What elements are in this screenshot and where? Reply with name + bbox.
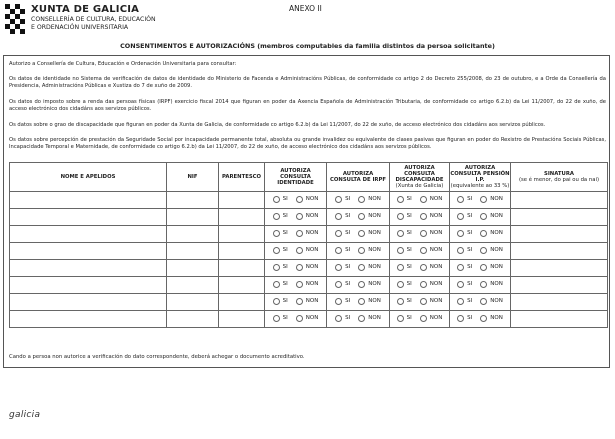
auth-identity-cell	[265, 260, 327, 277]
radio-icon[interactable]	[397, 247, 404, 254]
radio-icon[interactable]	[358, 315, 365, 322]
disability-no-label: NON	[429, 196, 443, 202]
signature-cell[interactable]	[511, 243, 608, 260]
auth-disability-cell	[390, 311, 450, 328]
galicia-brand-mark: galicia	[9, 410, 41, 420]
disability-no-label: NON	[429, 230, 443, 236]
radio-icon[interactable]	[457, 298, 464, 305]
table-row	[10, 260, 608, 277]
auth-identity-cell	[265, 226, 327, 243]
identity-no-option[interactable]	[296, 213, 319, 220]
irpf-no-option[interactable]	[358, 298, 381, 305]
irpf-no-option[interactable]	[358, 230, 381, 237]
col-nif-header: NIF	[167, 163, 219, 192]
identity-yes-label: SI	[282, 281, 288, 287]
radio-icon[interactable]	[420, 230, 427, 237]
auth-identity-cell	[265, 192, 327, 209]
radio-icon[interactable]	[335, 247, 342, 254]
identity-no-label: NON	[305, 315, 319, 321]
radio-icon[interactable]	[296, 281, 303, 288]
radio-icon[interactable]	[457, 264, 464, 271]
radio-icon[interactable]	[480, 247, 487, 254]
radio-icon[interactable]	[335, 281, 342, 288]
irpf-no-label: NON	[368, 281, 381, 287]
identity-no-option[interactable]	[296, 281, 319, 288]
radio-icon[interactable]	[397, 196, 404, 203]
pension-yes-label: SI	[467, 264, 473, 270]
irpf-yes-label: SI	[345, 264, 351, 270]
irpf-yes-label: SI	[345, 230, 351, 236]
pension-paragraph: Os datos sobre percepción de prestación da Seguridade Social por incapacidade permanente total, absoluta ou grande invalidez ou equivalente de clases pasivas que figuran en poder do Rexistro de Prestacións Sociais Públicas, Incapacidade Temporal e Maternidade, de conformidade co artigo 6.2.b) da Lei 11/2007, do 22 de xuño, de acceso electrónico dos cidadáns aos servizos públicos.	[9, 137, 606, 150]
table-row	[10, 311, 608, 328]
pension-no-option[interactable]	[480, 315, 503, 322]
radio-icon[interactable]	[335, 196, 342, 203]
auth-disability-cell	[390, 226, 450, 243]
radio-icon[interactable]	[420, 298, 427, 305]
signature-cell[interactable]	[511, 311, 608, 328]
radio-icon[interactable]	[457, 281, 464, 288]
identity-no-label: NON	[305, 264, 319, 270]
col-signature-sub: (se é menor, do pai ou da nai)	[518, 177, 600, 183]
radio-icon[interactable]	[420, 264, 427, 271]
radio-icon[interactable]	[296, 230, 303, 237]
auth-pension-cell	[450, 260, 511, 277]
annex-label: ANEXO II	[289, 4, 322, 13]
auth-irpf-cell	[327, 294, 390, 311]
relation-cell[interactable]	[219, 192, 265, 209]
radio-icon[interactable]	[273, 315, 280, 322]
disability-yes-option[interactable]	[397, 264, 412, 271]
disability-no-option[interactable]	[420, 281, 443, 288]
pension-yes-option[interactable]	[457, 315, 472, 322]
auth-pension-cell	[450, 209, 511, 226]
radio-icon[interactable]	[420, 196, 427, 203]
pension-yes-label: SI	[467, 230, 473, 236]
pension-yes-label: SI	[467, 196, 473, 202]
identity-yes-label: SI	[282, 298, 288, 304]
disability-yes-label: SI	[406, 315, 412, 321]
table-row	[10, 277, 608, 294]
radio-icon[interactable]	[397, 213, 404, 220]
name-cell[interactable]	[10, 192, 167, 209]
signature-cell[interactable]	[511, 209, 608, 226]
relation-cell[interactable]	[219, 260, 265, 277]
name-cell[interactable]	[10, 277, 167, 294]
radio-icon[interactable]	[273, 264, 280, 271]
table-row	[10, 209, 608, 226]
col-auth-disability-sub: (Xunta de Galicia)	[395, 183, 444, 190]
radio-icon[interactable]	[480, 196, 487, 203]
name-cell[interactable]	[10, 260, 167, 277]
radio-icon[interactable]	[273, 213, 280, 220]
radio-icon[interactable]	[358, 196, 365, 203]
disability-yes-option[interactable]	[397, 298, 412, 305]
irpf-yes-option[interactable]	[335, 315, 350, 322]
brand-block	[31, 4, 156, 31]
irpf-no-label: NON	[368, 315, 381, 321]
auth-irpf-cell	[327, 243, 390, 260]
identity-no-option[interactable]	[296, 247, 319, 254]
disability-yes-label: SI	[406, 213, 412, 219]
col-auth-irpf-header: AUTORIZA CONSULTA DE IRPF	[327, 163, 390, 192]
nif-cell[interactable]	[167, 226, 219, 243]
disability-yes-label: SI	[406, 230, 412, 236]
pension-yes-option[interactable]	[457, 264, 472, 271]
auth-pension-cell	[450, 294, 511, 311]
pension-no-option[interactable]	[480, 281, 503, 288]
pension-yes-option[interactable]	[457, 281, 472, 288]
irpf-no-option[interactable]	[358, 264, 381, 271]
col-auth-disability-header	[390, 163, 450, 192]
auth-irpf-cell	[327, 192, 390, 209]
radio-icon[interactable]	[480, 264, 487, 271]
nif-cell[interactable]	[167, 243, 219, 260]
disability-no-label: NON	[429, 298, 443, 304]
pension-yes-option[interactable]	[457, 230, 472, 237]
auth-irpf-cell	[327, 209, 390, 226]
irpf-yes-option[interactable]	[335, 196, 350, 203]
radio-icon[interactable]	[296, 264, 303, 271]
radio-icon[interactable]	[335, 315, 342, 322]
pension-no-option[interactable]	[480, 247, 503, 254]
pension-no-label: NON	[490, 196, 503, 202]
radio-icon[interactable]	[296, 196, 303, 203]
auth-pension-cell	[450, 277, 511, 294]
irpf-no-label: NON	[368, 247, 381, 253]
disability-yes-option[interactable]	[397, 315, 412, 322]
radio-icon[interactable]	[296, 213, 303, 220]
disability-yes-label: SI	[406, 247, 412, 253]
auth-identity-cell	[265, 243, 327, 260]
table-row	[10, 243, 608, 260]
pension-no-option[interactable]	[480, 230, 503, 237]
radio-icon[interactable]	[420, 213, 427, 220]
signature-cell[interactable]	[511, 226, 608, 243]
relation-cell[interactable]	[219, 209, 265, 226]
table-row	[10, 294, 608, 311]
auth-identity-cell	[265, 311, 327, 328]
irpf-yes-option[interactable]	[335, 264, 350, 271]
table-row	[10, 226, 608, 243]
identity-yes-label: SI	[282, 230, 288, 236]
radio-icon[interactable]	[358, 230, 365, 237]
pension-no-label: NON	[490, 213, 503, 219]
radio-icon[interactable]	[420, 281, 427, 288]
relation-cell[interactable]	[219, 226, 265, 243]
col-auth-pension-title: AUTORIZA CONSULTA PENSIÓN I.P.	[450, 164, 510, 183]
irpf-yes-option[interactable]	[335, 247, 350, 254]
name-cell[interactable]	[10, 226, 167, 243]
col-signature-header	[511, 163, 608, 192]
auth-pension-cell	[450, 311, 511, 328]
radio-icon[interactable]	[457, 213, 464, 220]
pension-no-option[interactable]	[480, 196, 503, 203]
auth-disability-cell	[390, 277, 450, 294]
identity-yes-option[interactable]	[273, 264, 288, 271]
identity-yes-label: SI	[282, 213, 288, 219]
disability-no-label: NON	[429, 213, 443, 219]
radio-icon[interactable]	[397, 264, 404, 271]
col-name-header: NOME E APELIDOS	[10, 163, 167, 192]
auth-disability-cell	[390, 243, 450, 260]
pension-no-label: NON	[490, 315, 503, 321]
disability-no-option[interactable]	[420, 264, 443, 271]
pension-yes-label: SI	[467, 213, 473, 219]
signature-cell[interactable]	[511, 277, 608, 294]
pension-no-label: NON	[490, 264, 503, 270]
irpf-no-label: NON	[368, 196, 381, 202]
disability-no-option[interactable]	[420, 196, 443, 203]
signature-cell[interactable]	[511, 294, 608, 311]
identity-no-option[interactable]	[296, 298, 319, 305]
irpf-yes-label: SI	[345, 281, 351, 287]
radio-icon[interactable]	[397, 298, 404, 305]
name-cell[interactable]	[10, 311, 167, 328]
irpf-yes-option[interactable]	[335, 281, 350, 288]
radio-icon[interactable]	[420, 247, 427, 254]
disability-no-label: NON	[429, 264, 443, 270]
auth-irpf-cell	[327, 277, 390, 294]
radio-icon[interactable]	[273, 247, 280, 254]
auth-pension-cell	[450, 226, 511, 243]
consent-table	[9, 162, 608, 328]
pension-yes-label: SI	[467, 298, 473, 304]
nif-cell[interactable]	[167, 209, 219, 226]
identity-no-label: NON	[305, 298, 319, 304]
irpf-yes-label: SI	[345, 315, 351, 321]
radio-icon[interactable]	[358, 264, 365, 271]
auth-irpf-cell	[327, 260, 390, 277]
identity-yes-option[interactable]	[273, 298, 288, 305]
pension-yes-option[interactable]	[457, 298, 472, 305]
disability-yes-option[interactable]	[397, 247, 412, 254]
disability-yes-option[interactable]	[397, 230, 412, 237]
disability-no-option[interactable]	[420, 315, 443, 322]
radio-icon[interactable]	[457, 230, 464, 237]
auth-identity-cell	[265, 277, 327, 294]
auth-disability-cell	[390, 192, 450, 209]
nif-cell[interactable]	[167, 192, 219, 209]
pension-yes-label: SI	[467, 315, 473, 321]
pension-yes-label: SI	[467, 247, 473, 253]
irpf-yes-label: SI	[345, 247, 351, 253]
footer-note: Cando a persoa non autorice a verificación do dato correspondente, deberá achegar o documento acreditativo.	[9, 354, 305, 360]
irpf-yes-option[interactable]	[335, 213, 350, 220]
col-auth-pension-header	[450, 163, 511, 192]
pension-yes-option[interactable]	[457, 196, 472, 203]
radio-icon[interactable]	[480, 315, 487, 322]
irpf-no-label: NON	[368, 230, 381, 236]
radio-icon[interactable]	[457, 196, 464, 203]
radio-icon[interactable]	[397, 230, 404, 237]
radio-icon[interactable]	[480, 230, 487, 237]
auth-irpf-cell	[327, 311, 390, 328]
name-cell[interactable]	[10, 209, 167, 226]
radio-icon[interactable]	[397, 315, 404, 322]
nif-cell[interactable]	[167, 311, 219, 328]
auth-disability-cell	[390, 294, 450, 311]
auth-identity-cell	[265, 294, 327, 311]
radio-icon[interactable]	[335, 213, 342, 220]
disability-yes-label: SI	[406, 298, 412, 304]
identity-no-label: NON	[305, 281, 319, 287]
identity-yes-option[interactable]	[273, 281, 288, 288]
identity-yes-label: SI	[282, 264, 288, 270]
irpf-no-label: NON	[368, 213, 381, 219]
disability-yes-label: SI	[406, 264, 412, 270]
xunta-logo-icon	[5, 4, 26, 35]
auth-pension-cell	[450, 243, 511, 260]
radio-icon[interactable]	[335, 230, 342, 237]
pension-no-label: NON	[490, 247, 503, 253]
signature-cell[interactable]	[511, 192, 608, 209]
identity-yes-label: SI	[282, 247, 288, 253]
identity-no-label: NON	[305, 230, 319, 236]
identity-no-label: NON	[305, 247, 319, 253]
col-auth-identity-header: AUTORIZA CONSULTA IDENTIDADE	[265, 163, 327, 192]
radio-icon[interactable]	[273, 298, 280, 305]
irpf-no-option[interactable]	[358, 196, 381, 203]
identity-no-option[interactable]	[296, 196, 319, 203]
brand-name: XUNTA DE GALICIA	[31, 4, 140, 15]
radio-icon[interactable]	[358, 247, 365, 254]
page-title: CONSENTIMENTOS E AUTORIZACIÓNS (membros computables da familia distintos da persoa solicitante)	[120, 42, 495, 50]
pension-no-label: NON	[490, 281, 503, 287]
radio-icon[interactable]	[273, 196, 280, 203]
identity-yes-option[interactable]	[273, 196, 288, 203]
irpf-yes-label: SI	[345, 298, 351, 304]
nif-cell[interactable]	[167, 260, 219, 277]
radio-icon[interactable]	[296, 315, 303, 322]
radio-icon[interactable]	[457, 247, 464, 254]
identity-no-label: NON	[305, 213, 319, 219]
auth-disability-cell	[390, 260, 450, 277]
irpf-no-label: NON	[368, 298, 381, 304]
relation-cell[interactable]	[219, 294, 265, 311]
irpf-no-option[interactable]	[358, 247, 381, 254]
relation-cell[interactable]	[219, 243, 265, 260]
radio-icon[interactable]	[296, 298, 303, 305]
irpf-yes-option[interactable]	[335, 230, 350, 237]
disability-yes-option[interactable]	[397, 281, 412, 288]
identity-no-label: NON	[305, 196, 319, 202]
identity-no-option[interactable]	[296, 315, 319, 322]
department-line-1: CONSELLERÍA DE CULTURA, EDUCACIÓN	[31, 16, 156, 23]
disability-no-option[interactable]	[420, 230, 443, 237]
relation-cell[interactable]	[219, 277, 265, 294]
identity-yes-label: SI	[282, 196, 288, 202]
identity-yes-label: SI	[282, 315, 288, 321]
radio-icon[interactable]	[296, 247, 303, 254]
disability-yes-label: SI	[406, 196, 412, 202]
identity-no-option[interactable]	[296, 230, 319, 237]
col-signature-title: SINATURA	[544, 170, 574, 177]
disability-yes-label: SI	[406, 281, 412, 287]
page-header	[0, 0, 615, 40]
col-auth-pension-sub: (equivalente ao 33 %)	[450, 183, 510, 190]
nif-cell[interactable]	[167, 294, 219, 311]
radio-icon[interactable]	[480, 281, 487, 288]
irpf-yes-option[interactable]	[335, 298, 350, 305]
radio-icon[interactable]	[358, 213, 365, 220]
radio-icon[interactable]	[420, 315, 427, 322]
pension-yes-option[interactable]	[457, 247, 472, 254]
irpf-paragraph: Os datos do imposto sobre a renda das persoas físicas (IRPF) exercicio fiscal 2014 que figuran en poder da Axencia Española de Administración Tributaria, de conformidade co artigo 6.2.b) da Lei 11/2007, do 22 de xuño, de acceso electrónico dos cidadáns aos servizos públicos.	[9, 99, 606, 112]
irpf-yes-label: SI	[345, 196, 351, 202]
pension-no-label: NON	[490, 298, 503, 304]
nif-cell[interactable]	[167, 277, 219, 294]
disability-no-label: NON	[429, 247, 443, 253]
name-cell[interactable]	[10, 243, 167, 260]
table-header-row	[10, 163, 608, 192]
radio-icon[interactable]	[358, 281, 365, 288]
radio-icon[interactable]	[480, 298, 487, 305]
auth-identity-cell	[265, 209, 327, 226]
identity-yes-option[interactable]	[273, 230, 288, 237]
radio-icon[interactable]	[397, 281, 404, 288]
irpf-no-option[interactable]	[358, 281, 381, 288]
disability-no-option[interactable]	[420, 298, 443, 305]
irpf-no-option[interactable]	[358, 315, 381, 322]
identity-paragraph: Os datos de identidade no Sistema de verificación de datos de identidade do Ministerio de Facenda e Administracións Públicas, de conformidade co artigo 2 do Decreto 255/2008, do 23 de outubro, e a Orde da Consellería da Presidencia, Administracións Públicas e Xustiza do 7 de xuño de 2009.	[9, 76, 606, 89]
identity-yes-option[interactable]	[273, 315, 288, 322]
pension-yes-option[interactable]	[457, 213, 472, 220]
radio-icon[interactable]	[358, 298, 365, 305]
intro-paragraph: Autorizo a Consellería de Cultura, Educación e Ordenación Universitaria para consultar:	[9, 61, 237, 67]
disability-paragraph: Os datos sobre o grao de discapacidade que figuran en poder da Xunta de Galicia, de conformidade co artigo 6.2.b) da Lei 11/2007, do 22 de xuño, de acceso electrónico dos cidadáns aos servizos públicos.	[9, 122, 546, 128]
relation-cell[interactable]	[219, 311, 265, 328]
table-row	[10, 192, 608, 209]
identity-yes-option[interactable]	[273, 213, 288, 220]
col-relation-header: PARENTESCO	[219, 163, 265, 192]
pension-no-option[interactable]	[480, 213, 503, 220]
pension-no-label: NON	[490, 230, 503, 236]
col-auth-disability-title: AUTORIZA CONSULTA DISCAPACIDADE	[395, 164, 444, 183]
name-cell[interactable]	[10, 294, 167, 311]
disability-yes-option[interactable]	[397, 196, 412, 203]
irpf-yes-label: SI	[345, 213, 351, 219]
radio-icon[interactable]	[273, 230, 280, 237]
auth-pension-cell	[450, 192, 511, 209]
radio-icon[interactable]	[480, 213, 487, 220]
radio-icon[interactable]	[335, 298, 342, 305]
disability-no-label: NON	[429, 315, 443, 321]
disability-yes-option[interactable]	[397, 213, 412, 220]
auth-disability-cell	[390, 209, 450, 226]
pension-no-option[interactable]	[480, 264, 503, 271]
radio-icon[interactable]	[335, 264, 342, 271]
disability-no-option[interactable]	[420, 247, 443, 254]
radio-icon[interactable]	[273, 281, 280, 288]
identity-no-option[interactable]	[296, 264, 319, 271]
auth-irpf-cell	[327, 226, 390, 243]
pension-no-option[interactable]	[480, 298, 503, 305]
irpf-no-label: NON	[368, 264, 381, 270]
department-line-2: E ORDENACIÓN UNIVERSITARIA	[31, 24, 129, 31]
disability-no-label: NON	[429, 281, 443, 287]
radio-icon[interactable]	[457, 315, 464, 322]
pension-yes-label: SI	[467, 281, 473, 287]
irpf-no-option[interactable]	[358, 213, 381, 220]
identity-yes-option[interactable]	[273, 247, 288, 254]
disability-no-option[interactable]	[420, 213, 443, 220]
signature-cell[interactable]	[511, 260, 608, 277]
